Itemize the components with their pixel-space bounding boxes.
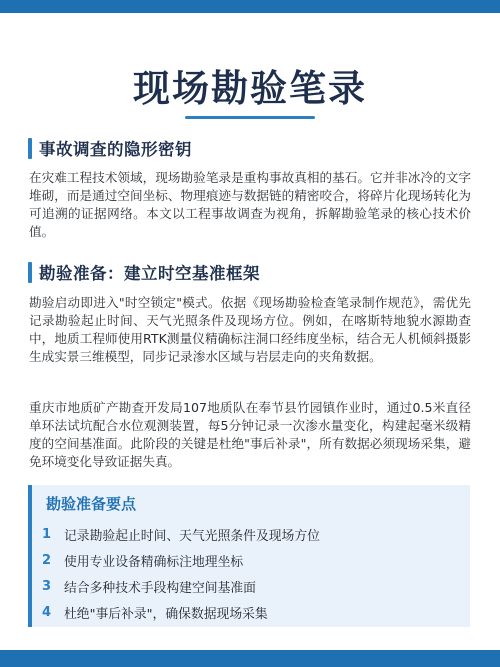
list-item bbox=[42, 547, 462, 573]
list-item-text: 结合多种技术手段构建空间基准面 bbox=[64, 580, 256, 596]
heading-accent-bar bbox=[28, 262, 32, 283]
list-item-number: 1 bbox=[42, 526, 52, 542]
summary-title: 勘验准备要点 bbox=[46, 495, 137, 513]
list-item bbox=[42, 599, 462, 625]
heading-accent-bar bbox=[28, 138, 32, 159]
list-item bbox=[42, 573, 462, 599]
section-1-paragraph-1: 在灾难工程技术领域，现场勘验笔录是重构事故真相的基石。它并非冰冷的文字堆砌，而是通过空间坐标、物理痕迹与数据链的精密咬合，将碎片化现场转化为可追溯的证据网络。本文以工程事故调查为视角，拆解勘验笔录的核心技术价值。 bbox=[29, 170, 471, 239]
top-accent-bar bbox=[0, 0, 500, 13]
section-2-paragraph-2: 重庆市地质矿产勘查开发局107地质队在奉节县竹园镇作业时，通过0.5米直径单环法试坑配合水位观测装置，每5分钟记录一次渗水量变化，构建起毫米级精度的空间基准面。此阶段的关键是杜绝"事后补录"，所有数据必须现场采集，避免环境变化导致证据失真。 bbox=[29, 400, 471, 469]
section-heading-2 bbox=[28, 260, 260, 284]
title-underline bbox=[185, 116, 315, 119]
list-item-number: 2 bbox=[42, 552, 52, 568]
bottom-accent-bar bbox=[0, 650, 500, 667]
section-heading-1 bbox=[28, 136, 192, 160]
list-item-number: 3 bbox=[42, 578, 52, 594]
page-title: 现场勘验笔录 bbox=[133, 67, 367, 110]
summary-box bbox=[28, 485, 470, 627]
section-heading-text: 勘验准备：建立时空基准框架 bbox=[39, 264, 260, 283]
list-item-text: 杜绝"事后补录"，确保数据现场采集 bbox=[64, 606, 268, 622]
section-heading-text: 事故调查的隐形密钥 bbox=[39, 140, 192, 159]
list-item-text: 记录勘验起止时间、天气光照条件及现场方位 bbox=[64, 528, 320, 544]
list-item-text: 使用专业设备精确标注地理坐标 bbox=[64, 554, 244, 570]
section-2-paragraph-1: 勘验启动即进入"时空锁定"模式。依据《现场勘验检查笔录制作规范》，需优先记录勘验起止时间、天气光照条件及现场方位。例如，在喀斯特地貌水源勘查中，地质工程师使用RTK测量仪精确标注洞口经纬度坐标，结合无人机倾斜摄影生成实景三维模型，同步记录渗水区域与岩层走向的夹角数据。 bbox=[29, 295, 471, 364]
list-item-number: 4 bbox=[42, 604, 52, 620]
list-item bbox=[42, 521, 462, 547]
summary-list bbox=[42, 521, 462, 625]
